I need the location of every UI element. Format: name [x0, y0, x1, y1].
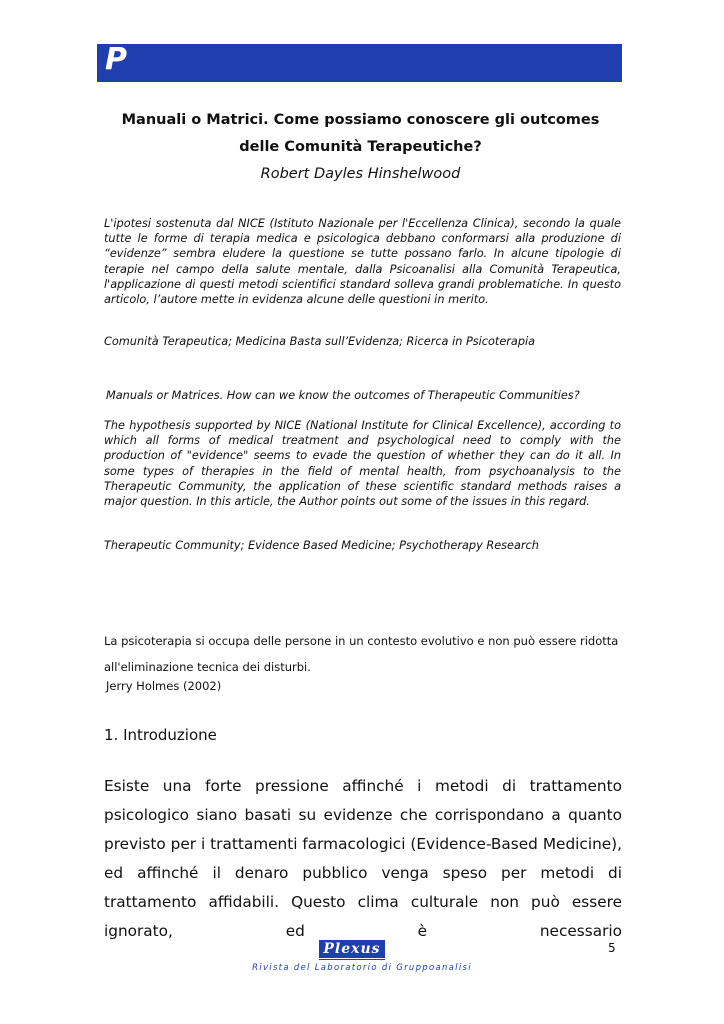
article-title-line-2: delle Comunità Terapeutiche?: [239, 139, 482, 155]
header-bar: [97, 44, 622, 82]
article-author: Robert Dayles Hinshelwood: [260, 166, 461, 182]
article-title-line-1: Manuali o Matrici. Come possiamo conoscere gli outcomes: [121, 112, 600, 128]
footer-logo: Plexus: [319, 940, 385, 958]
english-title: Manuals or Matrices. How can we know the outcomes of Therapeutic Communities?: [106, 389, 580, 402]
section-heading: 1. Introduzione: [104, 726, 217, 744]
abstract-italian: L'ipotesi sostenuta dal NICE (Istituto Nazionale per l'Eccellenza Clinica), secondo la quale tutte le forme di terapia medica e psicologica debbano conformarsi alla produzione di “evidenze” sembra eludere la questione se tutte possano farlo. In alcune tipologie di terapie nel campo della salute mentale, dalla Psicoanalisi alla Comunità Terapeutica, l'applicazione di questi metodi scientifici standard solleva grandi problematiche. In questo articolo, l’autore mette in evidenza alcune delle questioni in merito.: [104, 217, 621, 307]
epigraph-author: Jerry Holmes (2002): [106, 679, 222, 693]
keywords-italian: Comunità Terapeutica; Medicina Basta sull’Evidenza; Ricerca in Psicoterapia: [104, 335, 536, 348]
keywords-english: Therapeutic Community; Evidence Based Medicine; Psychotherapy Research: [104, 539, 539, 552]
body-paragraph: Esiste una forte pressione affinché i metodi di trattamento psicologico siano basati su evidenze che corrispondano a quanto previsto per i trattamenti farmacologici (Evidence-Based Medicine), ed affinché il denaro pubblico venga speso per metodi di trattamento affidabili. Questo clima culturale non può essere ignorato, ed è necessario: [104, 777, 622, 940]
epigraph-quote: La psicoterapia si occupa delle persone in un contesto evolutivo e non può essere ridotta all'eliminazione tecnica dei disturbi.: [104, 634, 619, 674]
journal-logo: P: [105, 42, 127, 77]
abstract-english: The hypothesis supported by NICE (National Institute for Clinical Excellence), according to which all forms of medical treatment and psychological need to comply with the production of "evidence" seems to evade the question of whether they can do it all. In some types of therapies in the field of mental health, from psychoanalysis to the Therapeutic Community, the application of these scientific standard methods raises a major question. In this article, the Author points out some of the issues in this regard.: [104, 419, 621, 509]
footer-caption: Rivista del Laboratorio di Gruppoanalisi: [252, 963, 472, 973]
footer-divider: [319, 959, 385, 960]
page-number: 5: [608, 941, 616, 955]
